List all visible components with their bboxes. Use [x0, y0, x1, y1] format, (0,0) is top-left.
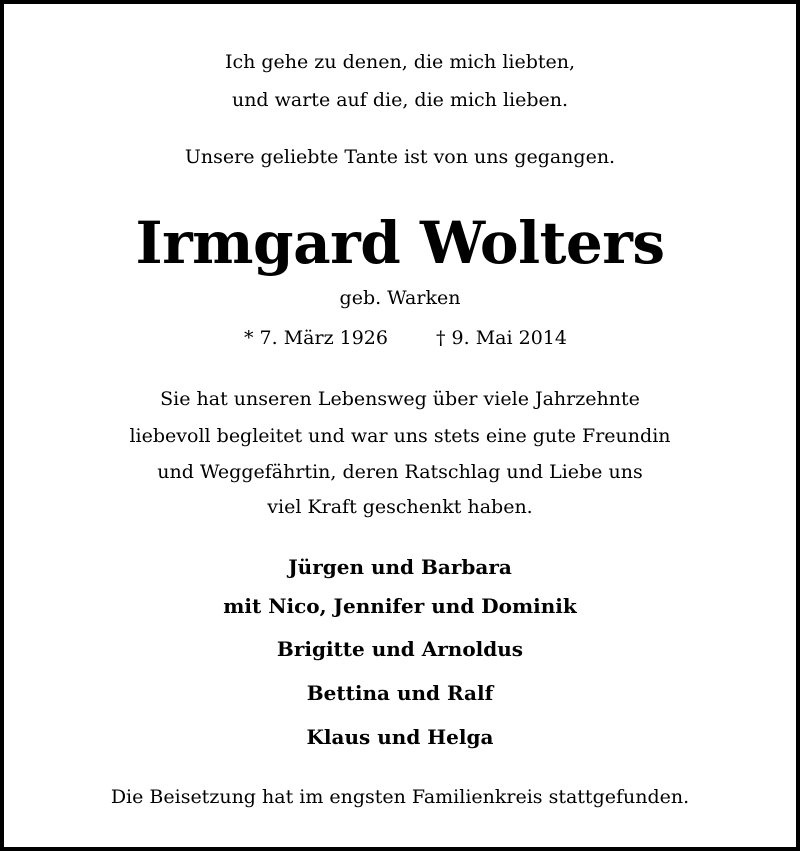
tribute-line-3: und Weggefährtin, deren Ratschlag und Liebe uns	[157, 461, 643, 483]
life-dates	[4, 329, 796, 353]
mourner-line-4: Bettina und Ralf	[306, 681, 494, 705]
tribute-line-2: liebevoll begleitet und war uns stets eine gute Freundin	[129, 425, 671, 447]
death-date: † 9. Mai 2014	[436, 327, 567, 349]
mourner-line-5: Klaus und Helga	[306, 725, 494, 749]
funeral-notice: Die Beisetzung hat im engsten Familienkreis stattgefunden.	[110, 786, 690, 808]
verse-line-2: und warte auf die, die mich lieben.	[231, 89, 569, 111]
verse-line-1: Ich gehe zu denen, die mich liebten,	[224, 51, 576, 73]
deceased-name: Irmgard Wolters	[135, 209, 665, 277]
intro-text: Unsere geliebte Tante ist von uns gegangen.	[184, 146, 616, 168]
birth-date: * 7. März 1926	[244, 327, 388, 349]
mourner-line-3: Brigitte und Arnoldus	[276, 637, 524, 661]
mourner-line-1: Jürgen und Barbara	[288, 555, 512, 579]
mourner-line-2: mit Nico, Jennifer und Dominik	[223, 594, 577, 618]
maiden-name: geb. Warken	[339, 287, 461, 309]
tribute-line-1: Sie hat unseren Lebensweg über viele Jahrzehnte	[160, 388, 640, 410]
tribute-line-4: viel Kraft geschenkt haben.	[267, 496, 533, 518]
